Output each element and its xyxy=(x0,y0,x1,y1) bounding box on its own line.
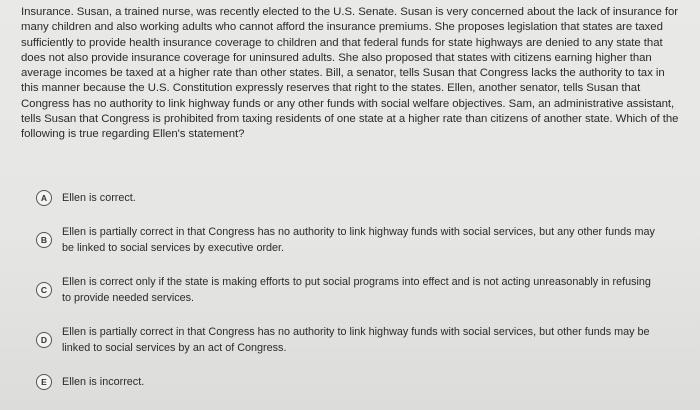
option-e-label: Ellen is incorrect. xyxy=(62,376,145,388)
question-text: Insurance. Susan, a trained nurse, was recently elected to the U.S. Senate. Susan is very concerned about the lack of insurance for many children and also working adults who cannot afford the insurance premiums. She proposes legislation that states are taxed sufficiently to provide health insurance coverage to children and that federal funds for state highways are denied to any state that does not also provide insurance coverage for uninsured adults. She also proposed that states with citizens earning higher than average incomes be taxed at a higher rate than other states. Bill, a senator, tells Susan that Congress lacks the authority to tax in this manner because the U.S. Constitution expressly reserves that right to the states. Ellen, another senator, tells Susan that Congress has no authority to link highway funds or any other funds with social welfare objectives. Sam, an administrative assistant, tells Susan that Congress is prohibited from taxing residents of one state at a higher rate than citizens of another state. Which of the following is true regarding Ellen's statement? xyxy=(21,6,679,141)
option-c[interactable] xyxy=(36,274,662,306)
option-d[interactable] xyxy=(36,324,662,356)
radio-d-icon[interactable]: D xyxy=(36,332,52,348)
option-a[interactable] xyxy=(36,190,662,206)
option-b-label: Ellen is partially correct in that Congress has no authority to link highway funds with social services, but any other funds may be linked to social services by executive order. xyxy=(62,226,655,254)
option-e[interactable] xyxy=(36,374,662,390)
radio-e-icon[interactable]: E xyxy=(36,374,52,390)
radio-a-icon[interactable]: A xyxy=(36,190,52,206)
option-b[interactable] xyxy=(36,224,662,256)
option-c-label: Ellen is correct only if the state is making efforts to put social programs into effect and is not acting unreasonably in refusing to provide needed services. xyxy=(62,276,651,304)
option-d-label: Ellen is partially correct in that Congress has no authority to link highway funds with social services, but other funds may be linked to social services by an act of Congress. xyxy=(62,326,650,354)
radio-b-icon[interactable]: B xyxy=(36,232,52,248)
radio-c-icon[interactable]: C xyxy=(36,282,52,298)
option-a-label: Ellen is correct. xyxy=(62,192,136,204)
